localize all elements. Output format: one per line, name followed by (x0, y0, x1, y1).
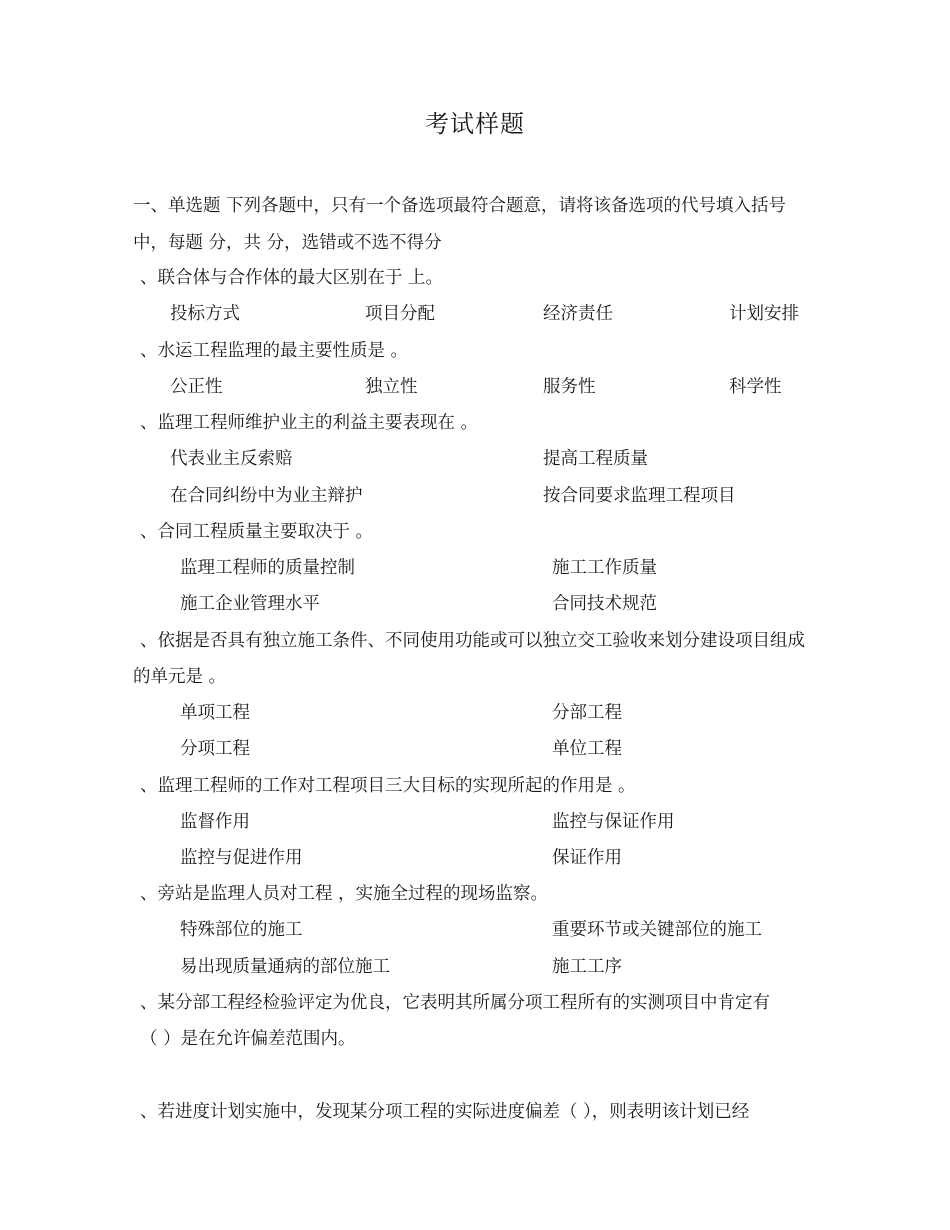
question-7-option-d: 施工工序 (552, 957, 622, 977)
question-1-option-d: 计划安排 (729, 304, 799, 324)
question-5-stem-line-1: 、依据是否具有独立施工条件、不同使用功能或可以独立交工验收来划分建设项目组成 (140, 631, 805, 651)
question-6-option-b: 监控与保证作用 (552, 812, 675, 832)
question-2-option-b: 独立性 (365, 377, 418, 397)
page-title: 考试样题 (425, 110, 525, 138)
question-5-stem-line-2: 的单元是 。 (133, 667, 227, 687)
question-6-option-c: 监控与促进作用 (180, 848, 303, 868)
question-7-stem: 、旁站是监理人员对工程 ，实施全过程的现场监察。 (140, 884, 549, 904)
question-2-option-c: 服务性 (543, 377, 596, 397)
question-3-option-b: 提高工程质量 (543, 449, 648, 469)
section-intro-line-2: 中，每题 分，共 分，选错或不选不得分 (133, 233, 442, 253)
question-7-option-b: 重要环节或关键部位的施工 (552, 920, 762, 940)
question-2-stem: 、水运工程监理的最主要性质是 。 (140, 341, 409, 361)
question-6-stem: 、监理工程师的工作对工程项目三大目标的实现所起的作用是 。 (140, 776, 636, 796)
question-4-option-a: 监理工程师的质量控制 (180, 558, 355, 578)
question-1-stem: 、联合体与合作体的最大区别在于 上。 (140, 268, 444, 288)
question-3-stem: 、监理工程师维护业主的利益主要表现在 。 (140, 413, 479, 433)
question-8-stem-line-2: （ ）是在允许偏差范围内。 (140, 1029, 356, 1049)
question-1-option-a: 投标方式 (170, 304, 240, 324)
question-5-option-d: 单位工程 (552, 739, 622, 759)
question-5-option-c: 分项工程 (180, 739, 250, 759)
question-2-option-d: 科学性 (729, 377, 782, 397)
question-7-option-a: 特殊部位的施工 (180, 920, 303, 940)
question-4-stem: 、合同工程质量主要取决于 。 (140, 522, 374, 542)
question-4-option-b: 施工工作质量 (552, 558, 657, 578)
section-intro-line-1: 一、单选题 下列各题中，只有一个备选项最符合题意，请将该备选项的代号填入括号 (133, 196, 787, 216)
question-7-option-c: 易出现质量通病的部位施工 (180, 957, 390, 977)
question-3-option-c: 在合同纠纷中为业主辩护 (170, 486, 363, 506)
question-5-option-b: 分部工程 (552, 703, 622, 723)
question-4-option-d: 合同技术规范 (552, 594, 657, 614)
question-8-stem-line-1: 、某分部工程经检验评定为优良，它表明其所属分项工程所有的实测项目中肯定有 (140, 993, 770, 1013)
question-6-option-a: 监督作用 (180, 812, 250, 832)
question-2-option-a: 公正性 (170, 377, 223, 397)
question-4-option-c: 施工企业管理水平 (180, 594, 320, 614)
question-1-option-b: 项目分配 (365, 304, 435, 324)
question-1-option-c: 经济责任 (543, 304, 613, 324)
question-3-option-a: 代表业主反索赔 (170, 449, 293, 469)
question-6-option-d: 保证作用 (552, 848, 622, 868)
question-5-option-a: 单项工程 (180, 703, 250, 723)
question-9-stem: 、若进度计划实施中，发现某分项工程的实际进度偏差（ ），则表明该计划已经 (140, 1102, 750, 1122)
question-3-option-d: 按合同要求监理工程项目 (543, 486, 736, 506)
